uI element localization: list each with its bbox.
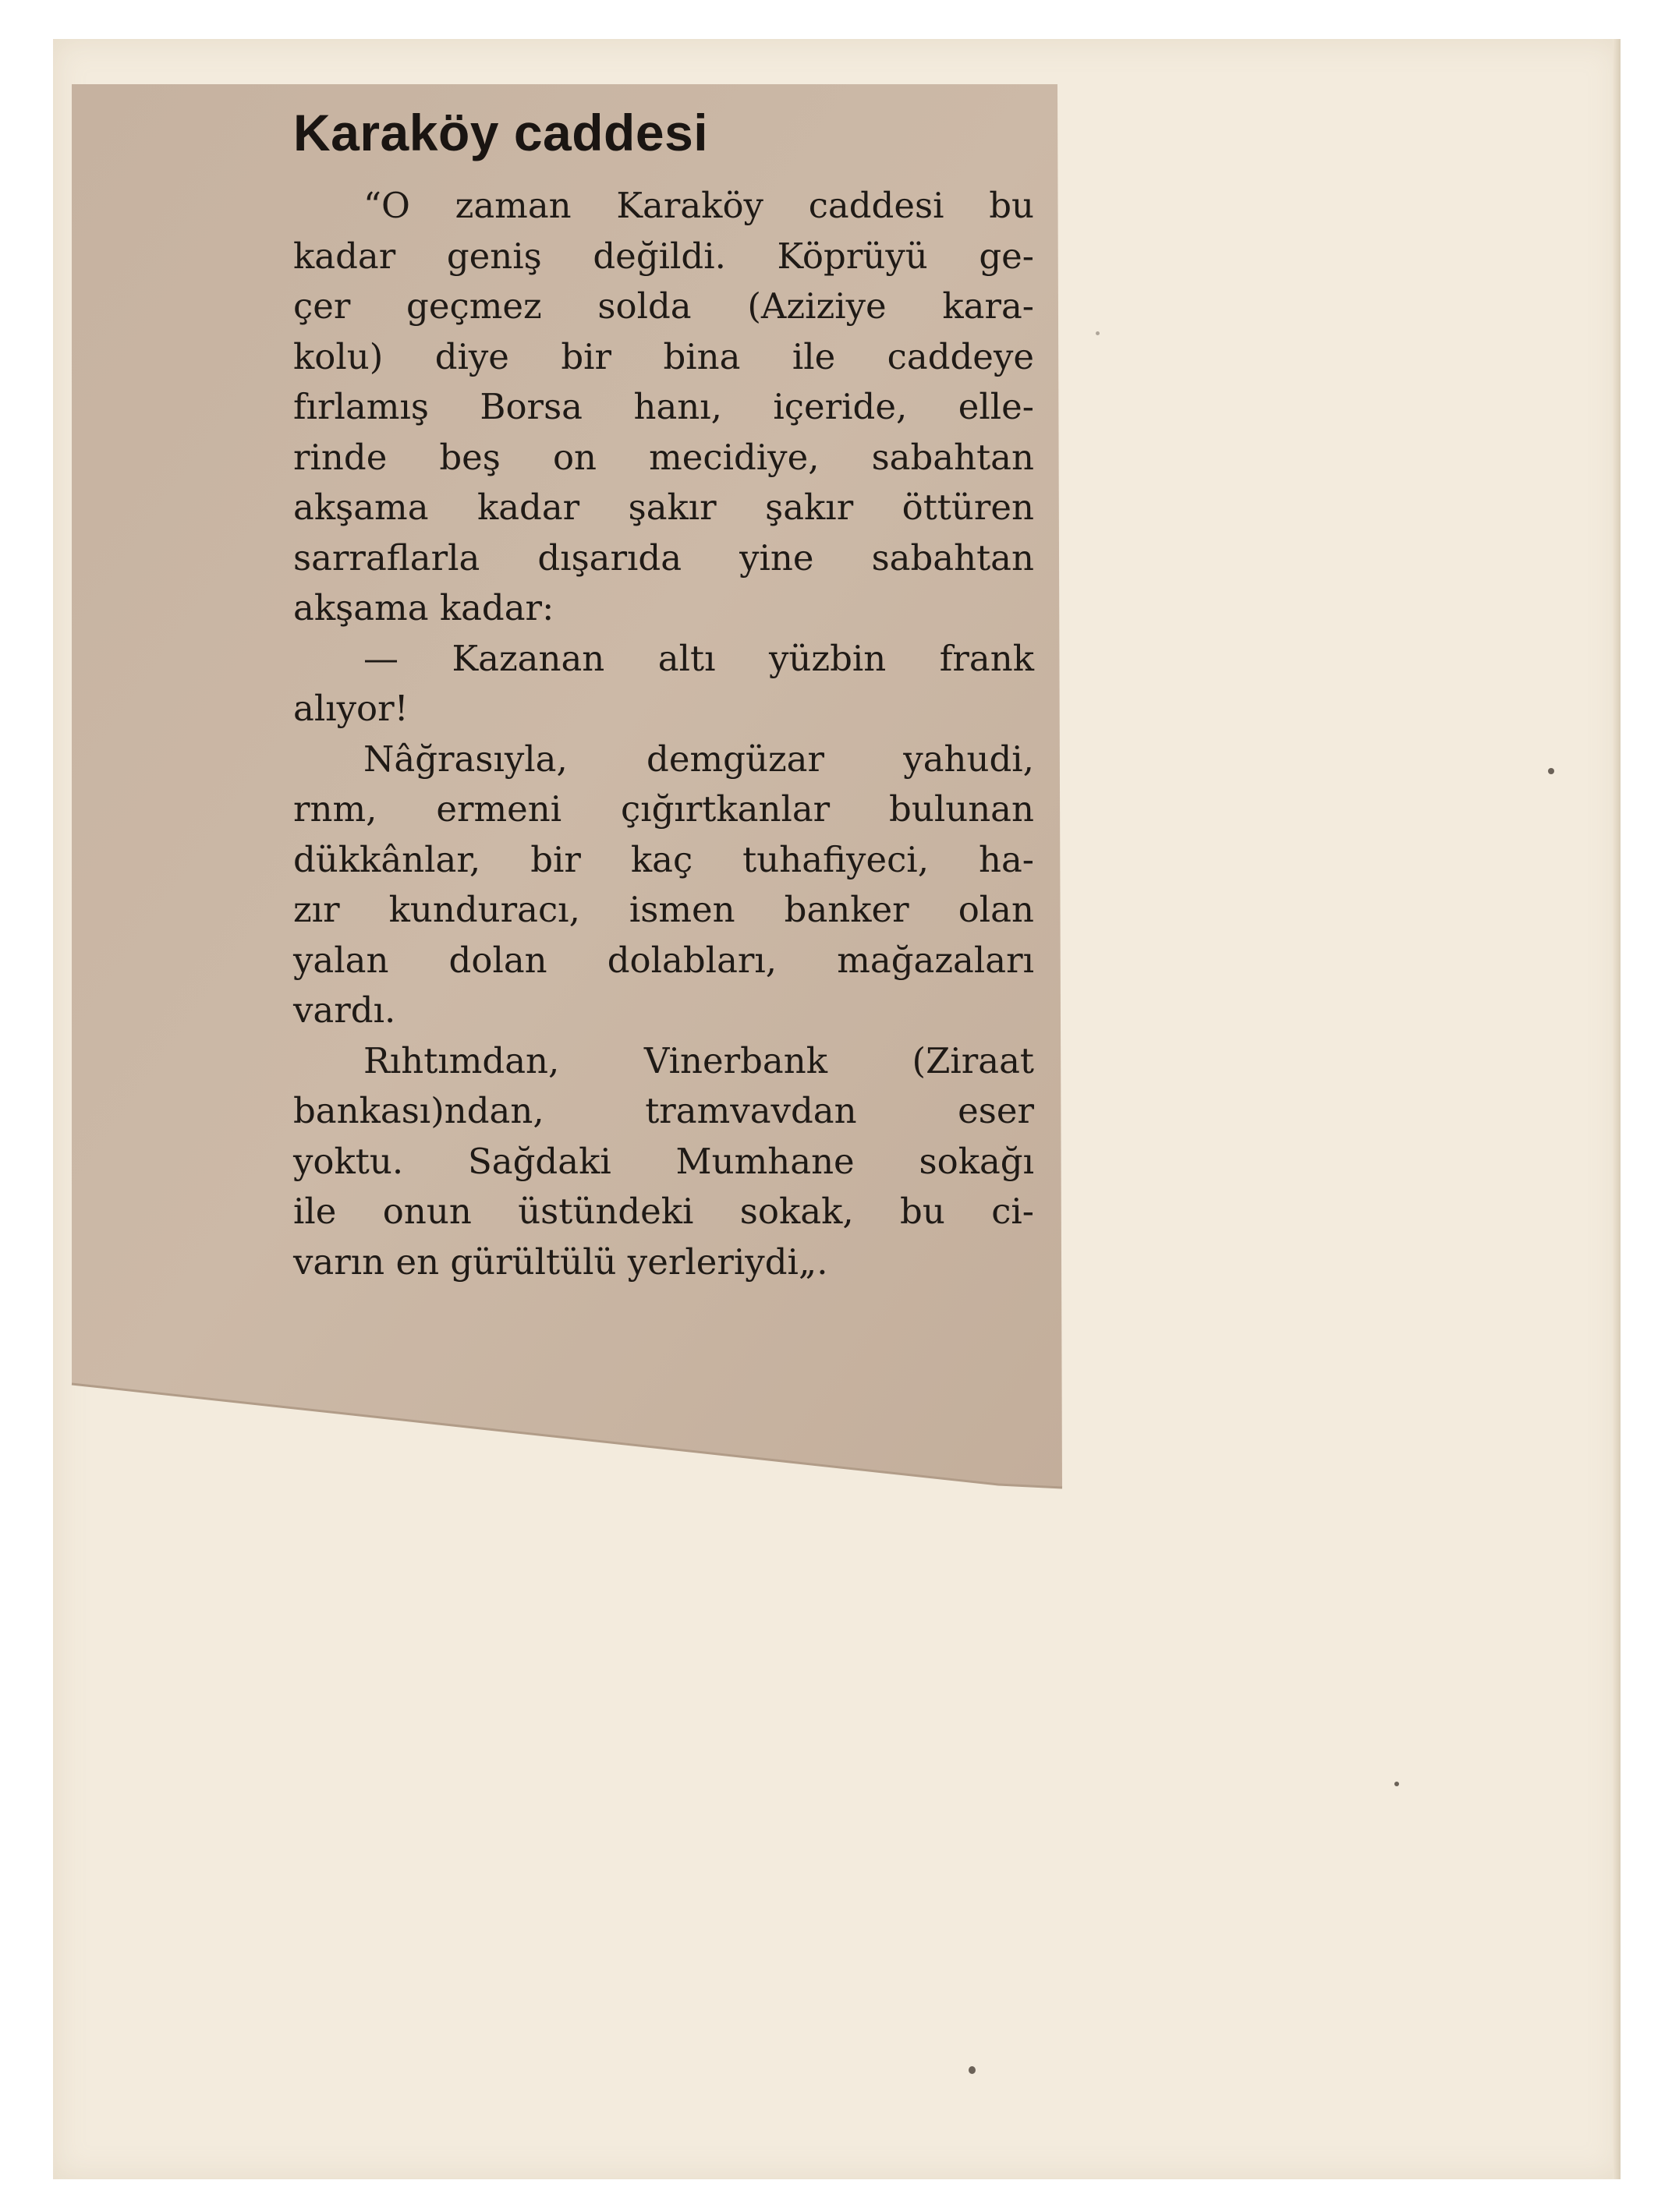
paper-speck — [1096, 331, 1100, 335]
article-line: alıyor! — [293, 688, 409, 729]
article-line: “O zaman Karaköy caddesi bu — [363, 185, 1034, 226]
article-line: ile onun üstündeki sokak, bu ci- — [293, 1191, 1034, 1232]
headline: Karaköy caddesi — [293, 104, 709, 161]
article-line: rinde beş on mecidiye, sabahtan — [293, 436, 1034, 478]
article-line: vardı. — [293, 989, 396, 1031]
article-line: akşama kadar şakır şakır öttüren — [293, 487, 1034, 528]
article-line: çer geçmez solda (Aziziye kara- — [293, 285, 1034, 327]
article-line: Rıhtımdan, Vinerbank (Ziraat — [363, 1039, 1034, 1081]
article-line: rnm, ermeni çığırtkanlar bulunan — [293, 788, 1034, 830]
article-line: kadar geniş değildi. Köprüyü ge- — [293, 235, 1034, 277]
article-line: sarraflarla dışarıda yine sabahtan — [293, 536, 1034, 579]
paper-speck — [969, 2066, 976, 2074]
article-line: varın en gürültülü yerleriydi„. — [293, 1240, 828, 1283]
article-line: zır kunduracı, ismen banker olan — [293, 889, 1034, 930]
article-line: yoktu. Sağdaki Mumhane sokağı — [293, 1140, 1034, 1182]
article-line: yalan dolan dolabları, mağazaları — [293, 939, 1034, 981]
article-line: dükkânlar, bir kaç tuhafiyeci, ha- — [293, 838, 1034, 880]
article-line: Nâğrasıyla, demgüzar yahudi, — [363, 738, 1034, 780]
article-line: fırlamış Borsa hanı, içeride, elle- — [293, 386, 1034, 427]
article-line: — Kazanan altı yüzbin frank — [363, 637, 1034, 679]
article-line: bankası)ndan, tramvavdan eser — [293, 1090, 1034, 1131]
article — [293, 101, 1034, 1287]
paper-speck — [1394, 1782, 1399, 1786]
article-line: akşama kadar: — [293, 587, 554, 628]
article-body — [293, 181, 1034, 1287]
paper-speck — [1548, 768, 1554, 774]
article-line: kolu) diye bir bina ile caddeye — [293, 335, 1034, 377]
